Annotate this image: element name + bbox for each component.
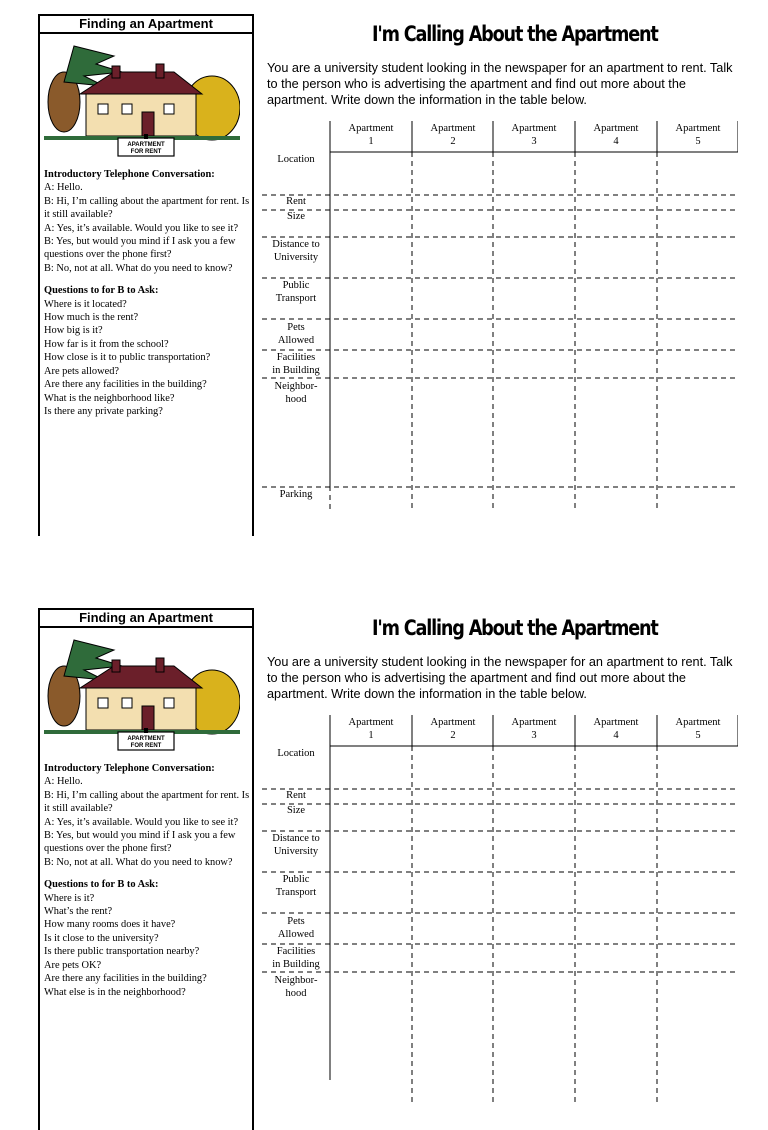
column-header-4: Apartment 4 bbox=[593, 123, 639, 147]
questions-heading: Questions to for B to Ask: bbox=[44, 285, 159, 297]
question-item: Is there any private parking? bbox=[44, 405, 163, 417]
conversation-line: B: Yes, but would you mind if I ask you a few questions over the phone first? bbox=[44, 236, 236, 261]
row-label-facilities: Facilities in Building bbox=[272, 352, 320, 376]
sign-text-line2: FOR RENT bbox=[130, 743, 162, 749]
row-label-size: Size bbox=[286, 805, 306, 816]
row-label-neighborhood: Neighbor- hood bbox=[274, 381, 318, 405]
question-item: How big is it? bbox=[44, 325, 103, 337]
sign-text-line1: APARTMENT bbox=[127, 736, 165, 742]
row-label-distance: Distance to University bbox=[272, 239, 320, 263]
row-label-distance: Distance to University bbox=[272, 833, 320, 857]
house-illustration bbox=[44, 42, 240, 162]
question-item: Where is it located? bbox=[44, 298, 127, 310]
sidebar-panel bbox=[38, 14, 254, 536]
conversation-heading: Introductory Telephone Conversation: bbox=[44, 763, 215, 774]
question-item: How much is the rent? bbox=[44, 312, 139, 324]
intro-text: You are a university student looking in the newspaper for an apartment to rent. Talk to the person who is advertising the apartment and find out more about the apartment. Write down the information in the table below. bbox=[267, 61, 733, 107]
row-label-rent: Rent bbox=[286, 790, 306, 801]
conversation-line: A: Hello. bbox=[44, 182, 83, 194]
row-label-pets: Pets Allowed bbox=[277, 916, 315, 940]
question-item: Is there public transportation nearby? bbox=[44, 946, 200, 958]
conversation-line: A: Hello. bbox=[44, 776, 83, 788]
panel-title: Finding an Apartment bbox=[40, 16, 252, 34]
row-label-size: Size bbox=[286, 211, 306, 222]
column-header-3: Apartment 3 bbox=[511, 123, 557, 147]
column-header-1: Apartment 1 bbox=[348, 717, 394, 741]
intro-text: You are a university student looking in the newspaper for an apartment to rent. Talk to the person who is advertising the apartment and find out more about the apartment. Write down the information in the table below. bbox=[267, 655, 733, 701]
row-label-location: Location bbox=[277, 154, 315, 165]
conversation-heading: Introductory Telephone Conversation: bbox=[44, 169, 215, 180]
question-item: How close is it to public transportation? bbox=[44, 352, 211, 364]
question-item: Are pets OK? bbox=[44, 959, 102, 971]
panel-title: Finding an Apartment bbox=[40, 610, 252, 628]
question-item: Are pets allowed? bbox=[44, 365, 120, 377]
conversation-line: B: Yes, but would you mind if I ask you a few questions over the phone first? bbox=[44, 830, 236, 855]
page-title: I'm Calling About the Apartment bbox=[372, 616, 658, 640]
questions-heading: Questions to for B to Ask: bbox=[44, 879, 159, 891]
row-label-transport: Public Transport bbox=[275, 874, 317, 898]
row-label-rent: Rent bbox=[286, 196, 306, 207]
worksheet-copy-bottom bbox=[0, 594, 768, 1106]
question-item: What’s the rent? bbox=[44, 906, 113, 918]
conversation-line: B: Hi, I’m calling about the apartment for rent. Is it still available? bbox=[44, 195, 250, 221]
page-title: I'm Calling About the Apartment bbox=[372, 22, 658, 46]
question-item: How many rooms does it have? bbox=[44, 919, 176, 931]
apartment-table bbox=[262, 715, 738, 1106]
table-lines bbox=[262, 121, 738, 512]
row-label-neighborhood: Neighbor- hood bbox=[274, 975, 318, 999]
worksheet-copy-top bbox=[0, 0, 768, 512]
question-item: What else is in the neighborhood? bbox=[44, 986, 186, 998]
conversation-line: A: Yes, it’s available. Would you like to see it? bbox=[44, 816, 239, 828]
question-item: Are there any facilities in the building? bbox=[44, 973, 207, 985]
house-illustration bbox=[44, 636, 240, 756]
conversation-line: A: Yes, it’s available. Would you like to see it? bbox=[44, 222, 239, 234]
conversation-line: B: No, not at all. What do you need to know? bbox=[44, 262, 233, 274]
question-item: Is it close to the university? bbox=[44, 932, 159, 944]
column-header-4: Apartment 4 bbox=[593, 717, 639, 741]
column-header-5: Apartment 5 bbox=[675, 123, 721, 147]
question-item: Where is it? bbox=[44, 892, 95, 904]
row-label-pets: Pets Allowed bbox=[277, 322, 315, 346]
panel-text bbox=[44, 168, 250, 418]
sign-text-line2: FOR RENT bbox=[130, 149, 162, 155]
sign-text-line1: APARTMENT bbox=[127, 142, 165, 148]
question-item: Are there any facilities in the building? bbox=[44, 379, 207, 391]
question-item: How far is it from the school? bbox=[44, 338, 169, 350]
column-header-1: Apartment 1 bbox=[348, 123, 394, 147]
row-label-facilities: Facilities in Building bbox=[272, 946, 320, 970]
table-lines bbox=[262, 715, 738, 1106]
conversation-line: B: No, not at all. What do you need to know? bbox=[44, 856, 233, 868]
apartment-table bbox=[262, 121, 738, 512]
conversation-line: B: Hi, I’m calling about the apartment for rent. Is it still available? bbox=[44, 789, 250, 815]
sidebar-panel bbox=[38, 608, 254, 1130]
row-label-parking: Parking bbox=[279, 489, 313, 500]
column-header-3: Apartment 3 bbox=[511, 717, 557, 741]
column-header-5: Apartment 5 bbox=[675, 717, 721, 741]
column-header-2: Apartment 2 bbox=[430, 123, 476, 147]
row-label-location: Location bbox=[277, 748, 315, 759]
column-header-2: Apartment 2 bbox=[430, 717, 476, 741]
row-label-transport: Public Transport bbox=[275, 280, 317, 304]
panel-text bbox=[44, 762, 250, 999]
question-item: What is the neighborhood like? bbox=[44, 392, 175, 404]
